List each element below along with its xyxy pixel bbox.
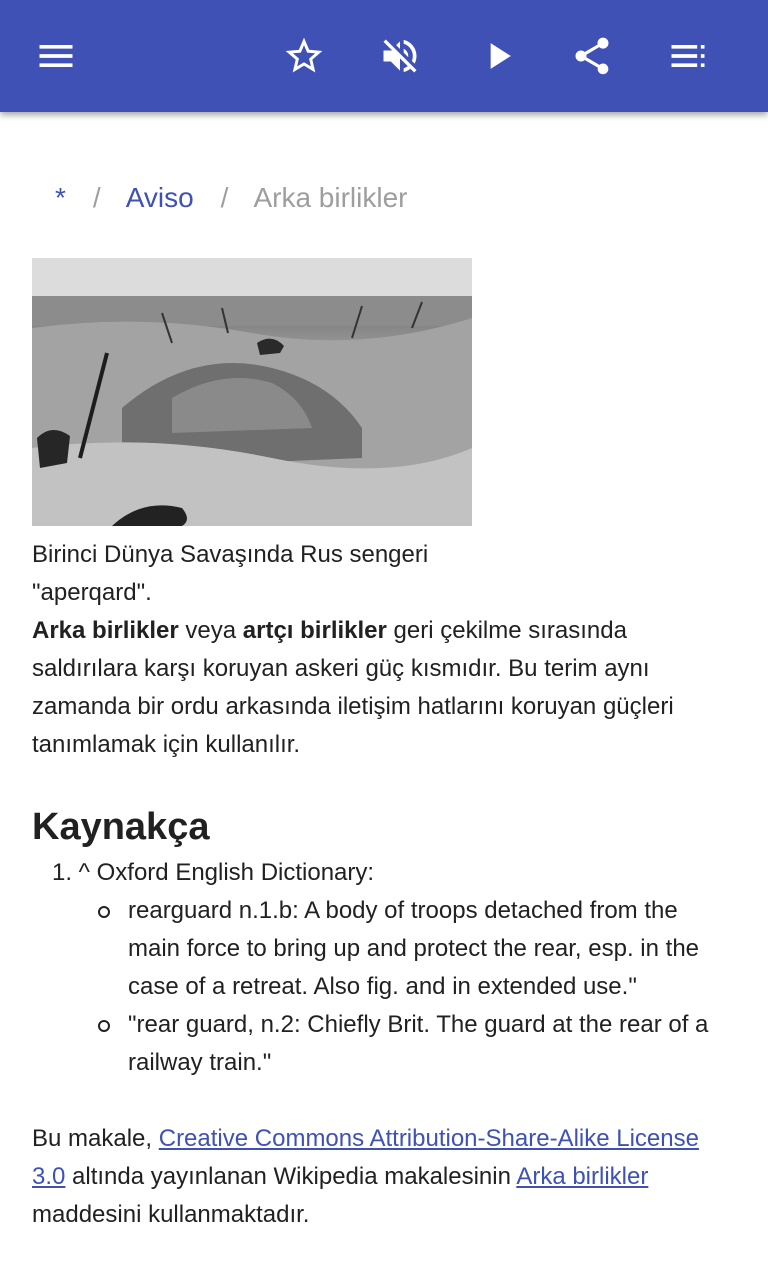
- reference-text: Oxford English Dictionary:: [96, 859, 375, 886]
- term-conjunction: veya: [178, 617, 243, 644]
- bullet-icon: [98, 906, 110, 918]
- caption-line: "aperqard".: [32, 579, 152, 606]
- source-article-link[interactable]: Arka birlikler: [516, 1163, 649, 1190]
- term-primary: Arka birlikler: [32, 617, 179, 644]
- caption-line: Birinci Dünya Savaşında Rus sengeri: [32, 541, 429, 568]
- play-button[interactable]: [470, 28, 526, 84]
- article-intro: [32, 612, 736, 764]
- reference-subitem: [128, 1006, 734, 1082]
- license-text: altında yayınlanan Wikipedia makalesinin: [65, 1163, 517, 1190]
- license-link[interactable]: Creative Commons Attribution-Share-Alike License 3.0: [32, 1125, 699, 1190]
- image-caption: [32, 536, 472, 612]
- reference-subitem-text: rearguard n.1.b: A body of troops detached from the main force to bring up and protect the rear, esp. in the case of a retreat. Also fig. and in extended use.": [128, 897, 700, 1000]
- term-secondary: artçı birlikler: [242, 617, 387, 644]
- menu-button[interactable]: [28, 28, 84, 84]
- license-text: maddesini kullanmaktadır.: [32, 1201, 310, 1228]
- article-image[interactable]: [32, 258, 472, 526]
- breadcrumb-separator: /: [92, 182, 101, 213]
- license-note: [32, 1120, 736, 1234]
- playlist-icon: [666, 34, 710, 78]
- app-toolbar: [0, 0, 768, 112]
- share-button[interactable]: [564, 28, 620, 84]
- mute-button[interactable]: [372, 28, 428, 84]
- breadcrumb-current: Arka birlikler: [253, 182, 408, 213]
- reference-subitem: [128, 892, 734, 1006]
- trench-photo: [32, 258, 472, 526]
- contents-button[interactable]: [660, 28, 716, 84]
- definition-text: geri çekilme sırasında saldırılara karşı koruyan askeri güç kısmıdır. Bu terim aynı zamanda bir ordu arkasında iletişim hatlarını koruyan güçleri tanımlamak için kullanılır.: [32, 617, 674, 758]
- breadcrumb-parent-link[interactable]: Aviso: [125, 182, 194, 213]
- volume-off-icon: [378, 34, 422, 78]
- breadcrumb-separator: /: [220, 182, 229, 213]
- share-icon: [570, 34, 614, 78]
- breadcrumb-root-link[interactable]: *: [55, 182, 66, 213]
- reference-prefix[interactable]: 1. ^: [52, 859, 97, 886]
- reference-subitem-text: "rear guard, n.2: Chiefly Brit. The guard at the rear of a railway train.": [128, 1011, 709, 1076]
- favorite-button[interactable]: [276, 28, 332, 84]
- menu-icon: [34, 34, 78, 78]
- license-text: Bu makale,: [32, 1125, 159, 1152]
- bullet-icon: [98, 1020, 110, 1032]
- play-icon: [476, 34, 520, 78]
- section-heading: Kaynakça: [32, 806, 210, 848]
- breadcrumb: [55, 178, 407, 218]
- star-icon: [282, 34, 326, 78]
- reference-item: [52, 854, 742, 892]
